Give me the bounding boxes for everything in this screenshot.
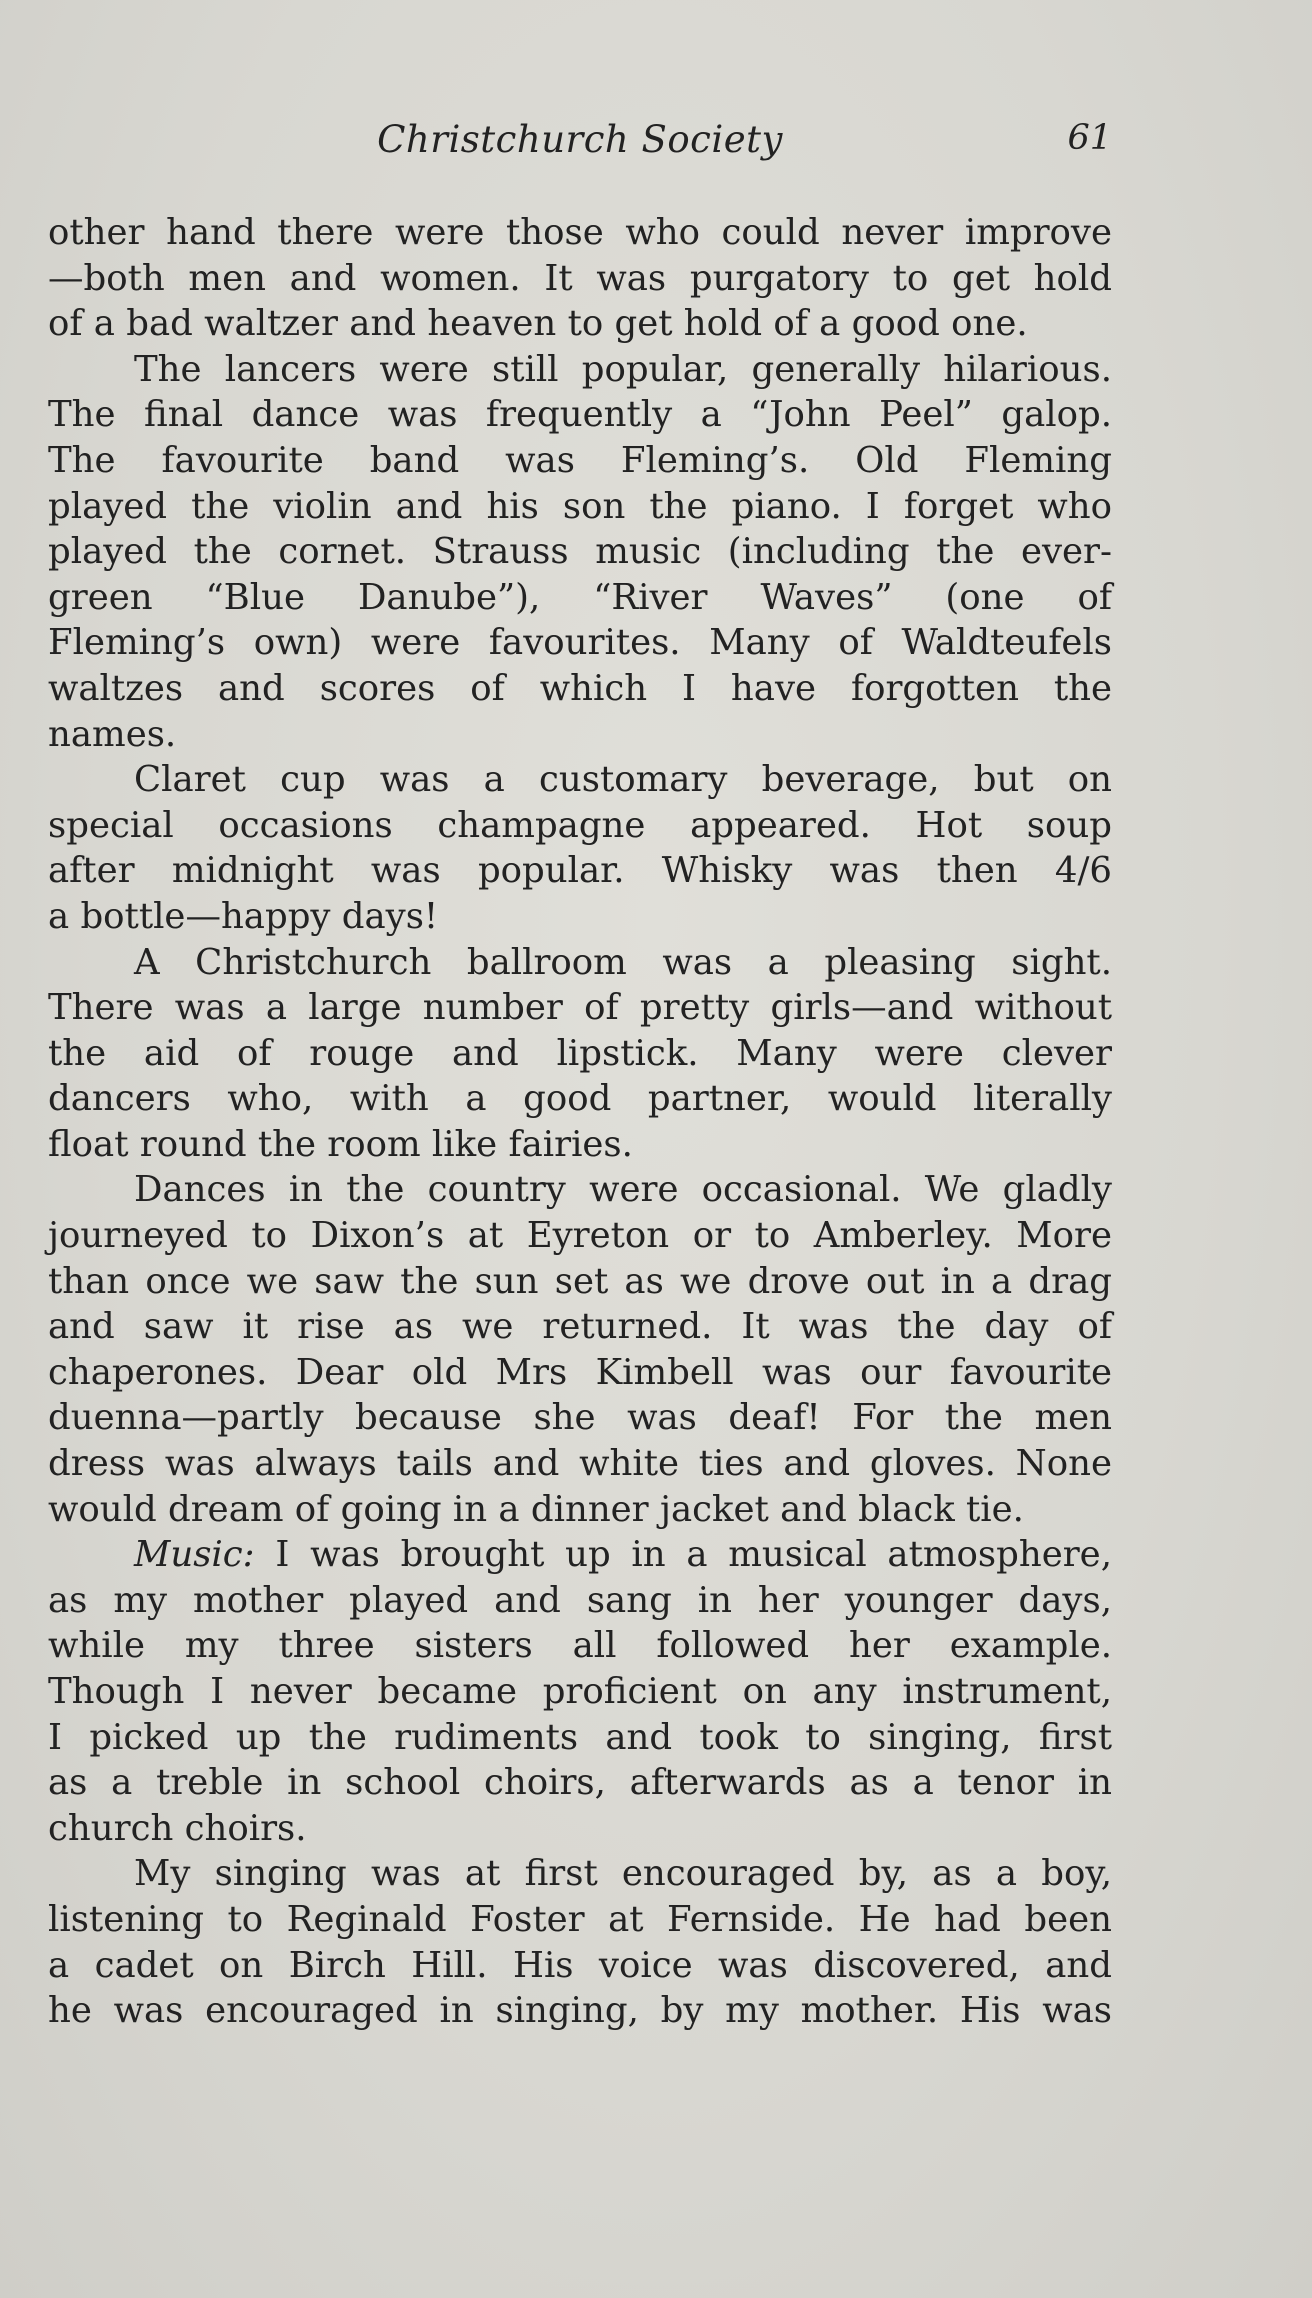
text-line-content: My singing was at first encouraged by, as a boy, <box>134 1853 1112 1895</box>
text-line <box>48 1578 1112 1624</box>
text-line <box>48 256 1112 302</box>
text-line-content: —both men and women. It was purgatory to get hold <box>48 257 1112 299</box>
text-line <box>48 1350 1112 1396</box>
text-line <box>48 438 1112 484</box>
running-head <box>48 118 1112 178</box>
text-line <box>48 1623 1112 1669</box>
text-line <box>48 1943 1112 1989</box>
text-line <box>48 1395 1112 1441</box>
text-line <box>48 940 1112 986</box>
text-line-content: duenna—partly because she was deaf! For the men <box>48 1397 1112 1439</box>
text-line-content: a bottle—happy days! <box>48 895 439 937</box>
text-line <box>48 803 1112 849</box>
text-line <box>48 484 1112 530</box>
text-line <box>48 301 1112 347</box>
text-line-content: as a treble in school choirs, afterwards as a tenor in <box>48 1762 1112 1804</box>
text-line <box>48 666 1112 712</box>
body-text <box>48 210 1112 2034</box>
text-line-content: The lancers were still popular, generally hilarious. <box>134 348 1112 390</box>
text-line <box>48 894 1112 940</box>
text-line-content: of a bad waltzer and heaven to get hold of a good one. <box>48 303 1028 345</box>
text-line-content: journeyed to Dixon’s at Eyreton or to Amberley. More <box>48 1215 1112 1257</box>
text-line-content: after midnight was popular. Whisky was then 4/6 <box>48 850 1112 892</box>
text-line-content: dancers who, with a good partner, would literally <box>48 1078 1112 1120</box>
text-line-content: church choirs. <box>48 1807 307 1849</box>
text-line <box>48 392 1112 438</box>
text-line-content: listening to Reginald Foster at Fernside. He had been <box>48 1898 1112 1940</box>
text-line-content: chaperones. Dear old Mrs Kimbell was our favourite <box>48 1351 1112 1393</box>
text-line-content: I was brought up in a musical atmosphere, <box>275 1534 1112 1576</box>
text-line <box>48 1487 1112 1533</box>
text-line-content: Dances in the country were occasional. We gladly <box>134 1169 1112 1211</box>
page-number: 61 <box>1067 118 1112 158</box>
text-line-content: dress was always tails and white ties and gloves. None <box>48 1443 1112 1485</box>
text-line <box>48 1304 1112 1350</box>
text-line-content: played the cornet. Strauss music (including the ever- <box>48 531 1112 573</box>
text-line <box>48 985 1112 1031</box>
text-line-content: special occasions champagne appeared. Hot soup <box>48 804 1112 846</box>
text-line <box>48 620 1112 666</box>
text-line-content: Claret cup was a customary beverage, but on <box>134 759 1112 801</box>
text-line <box>48 1259 1112 1305</box>
text-line <box>48 347 1112 393</box>
text-line-content: played the violin and his son the piano. I forget who <box>48 485 1112 527</box>
text-line <box>48 1760 1112 1806</box>
text-line <box>48 1897 1112 1943</box>
text-line-content: as my mother played and sang in her younger days, <box>48 1579 1112 1621</box>
text-line <box>48 1715 1112 1761</box>
text-line <box>48 575 1112 621</box>
text-line-content: names. <box>48 713 177 755</box>
running-head-title: Christchurch Society <box>377 118 783 161</box>
text-line-content: he was encouraged in singing, by my mother. His was <box>48 1990 1112 2032</box>
text-line <box>48 1851 1112 1897</box>
text-line-content: Though I never became proficient on any instrument, <box>48 1671 1112 1712</box>
text-line-content: other hand there were those who could never improve <box>48 212 1112 253</box>
text-line-content: A Christchurch ballroom was a pleasing sight. <box>134 941 1112 983</box>
text-line-content: green “Blue Danube”), “River Waves” (one of <box>48 576 1112 618</box>
text-line <box>48 1441 1112 1487</box>
text-line-content: a cadet on Birch Hill. His voice was discovered, and <box>48 1944 1112 1986</box>
text-line-content: The final dance was frequently a “John Peel” galop. <box>48 394 1112 436</box>
text-line-content: while my three sisters all followed her example. <box>48 1625 1112 1667</box>
text-line-content: There was a large number of pretty girls—and without <box>48 987 1112 1029</box>
text-line <box>48 1076 1112 1122</box>
text-line <box>48 210 1112 256</box>
text-line-content: The favourite band was Fleming’s. Old Fleming <box>48 439 1112 481</box>
text-line <box>48 529 1112 575</box>
text-line <box>48 1122 1112 1168</box>
section-run-in-heading: Music: <box>134 1534 255 1576</box>
text-line-content: waltzes and scores of which I have forgotten the <box>48 667 1112 709</box>
text-line-content: I picked up the rudiments and took to singing, first <box>48 1716 1112 1758</box>
text-line <box>48 1988 1112 2034</box>
text-line <box>48 1031 1112 1077</box>
text-line-content: Fleming’s own) were favourites. Many of Waldteufels <box>48 622 1112 664</box>
text-line <box>48 1167 1112 1213</box>
text-line-content: and saw it rise as we returned. It was the day of <box>48 1306 1112 1348</box>
text-line <box>48 1213 1112 1259</box>
text-line-content: would dream of going in a dinner jacket and black tie. <box>48 1488 1024 1530</box>
text-line <box>48 848 1112 894</box>
text-line <box>48 1532 1112 1578</box>
text-line-content: than once we saw the sun set as we drove out in a drag <box>48 1260 1112 1302</box>
text-line <box>48 1669 1112 1715</box>
text-line <box>48 1806 1112 1852</box>
text-line <box>48 757 1112 803</box>
text-line <box>48 712 1112 758</box>
text-line-content: the aid of rouge and lipstick. Many were clever <box>48 1032 1112 1074</box>
text-line-content: float round the room like fairies. <box>48 1123 633 1165</box>
